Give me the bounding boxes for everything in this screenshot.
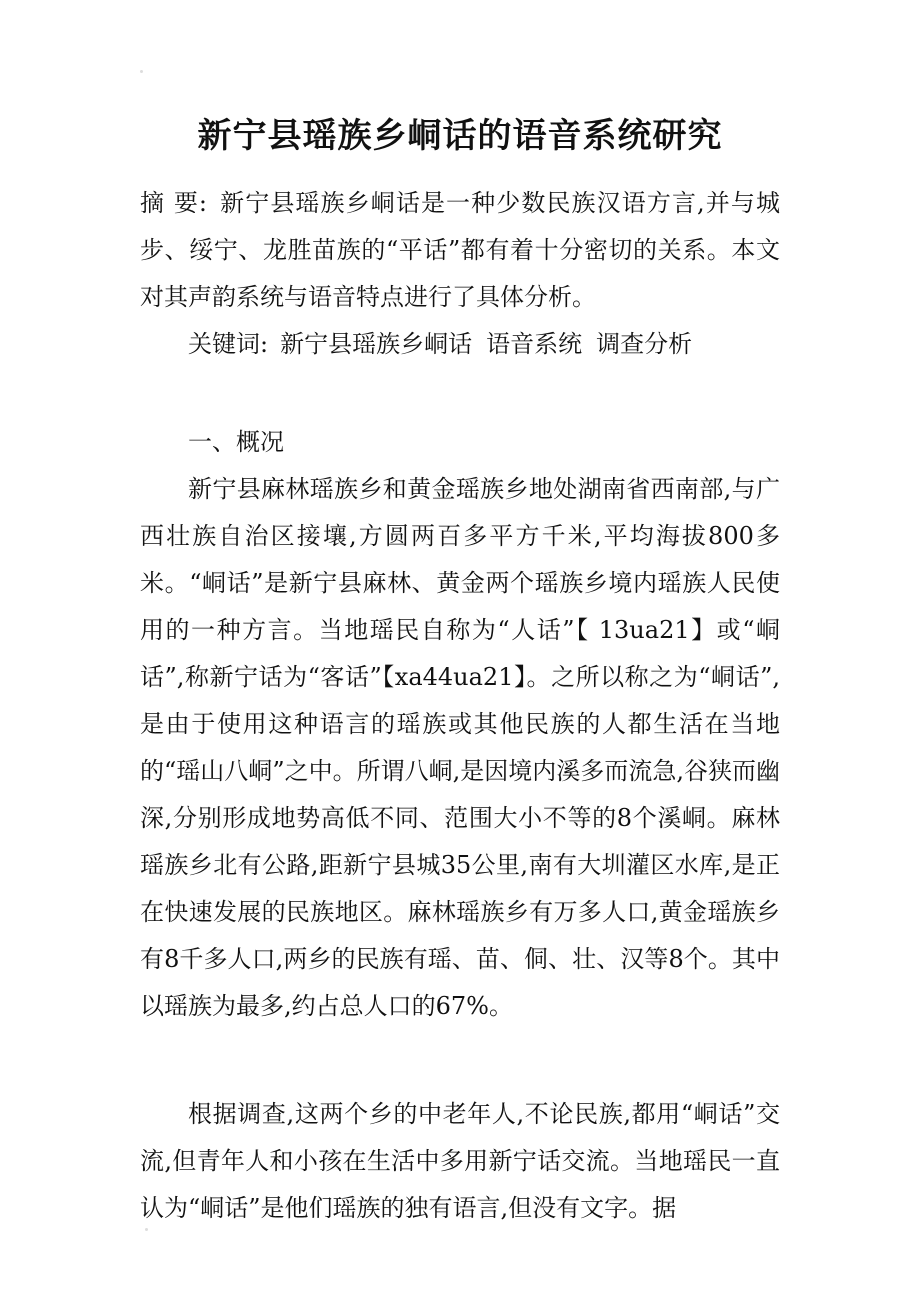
keywords-label: 关键词: <box>188 330 269 358</box>
paper-title: 新宁县瑶族乡峒话的语音系统研究 <box>197 116 723 156</box>
keywords <box>140 321 780 368</box>
abstract-label: 摘 要: <box>140 189 208 217</box>
scan-dot <box>140 70 143 73</box>
keyword-item: 新宁县瑶族乡峒话 <box>280 330 473 358</box>
abstract <box>140 180 780 321</box>
body-paragraph: 新宁县麻林瑶族乡和黄金瑶族乡地处湖南省西南部,与广西壮族自治区接壤,方圆两百多平方千米,平均海拔800多米。“峒话”是新宁县麻林、黄金两个瑶族乡境内瑶族人民使用的一种方言。当地瑶民自称为“人话”【 13ua21】或“峒话”,称新宁话为“客话”【xa44ua21】。之所以称之为“峒话”,是由于使用这种语言的瑶族或其他民族的人都生活在当地的“瑶山八峒”之中。所谓八峒,是因境内溪多而流急,谷狭而幽深,分别形成地势高低不同、范围大小不等的8个溪峒。麻林瑶族乡北有公路,距新宁县城35公里,南有大圳灌区水库,是正在快速发展的民族地区。麻林瑶族乡有万多人口,黄金瑶族乡有8千多人口,两乡的民族有瑶、苗、侗、壮、汉等8个。其中以瑶族为最多,约占总人口的67%。 <box>140 475 780 1020</box>
keyword-item: 调查分析 <box>596 330 693 358</box>
section-heading: 一、概况 <box>188 428 284 456</box>
abstract-text: 新宁县瑶族乡峒话是一种少数民族汉语方言,并与城步、绥宁、龙胜苗族的“平话”都有着十分密切的关系。本文对其声韵系统与语音特点进行了具体分析。 <box>140 189 780 311</box>
body-paragraph: 根据调查,这两个乡的中老年人,不论民族,都用“峒话”交流,但青年人和小孩在生活中多用新宁话交流。当地瑶民一直认为“峒话”是他们瑶族的独有语言,但没有文字。据 <box>140 1100 780 1222</box>
keyword-item: 语音系统 <box>486 330 583 358</box>
